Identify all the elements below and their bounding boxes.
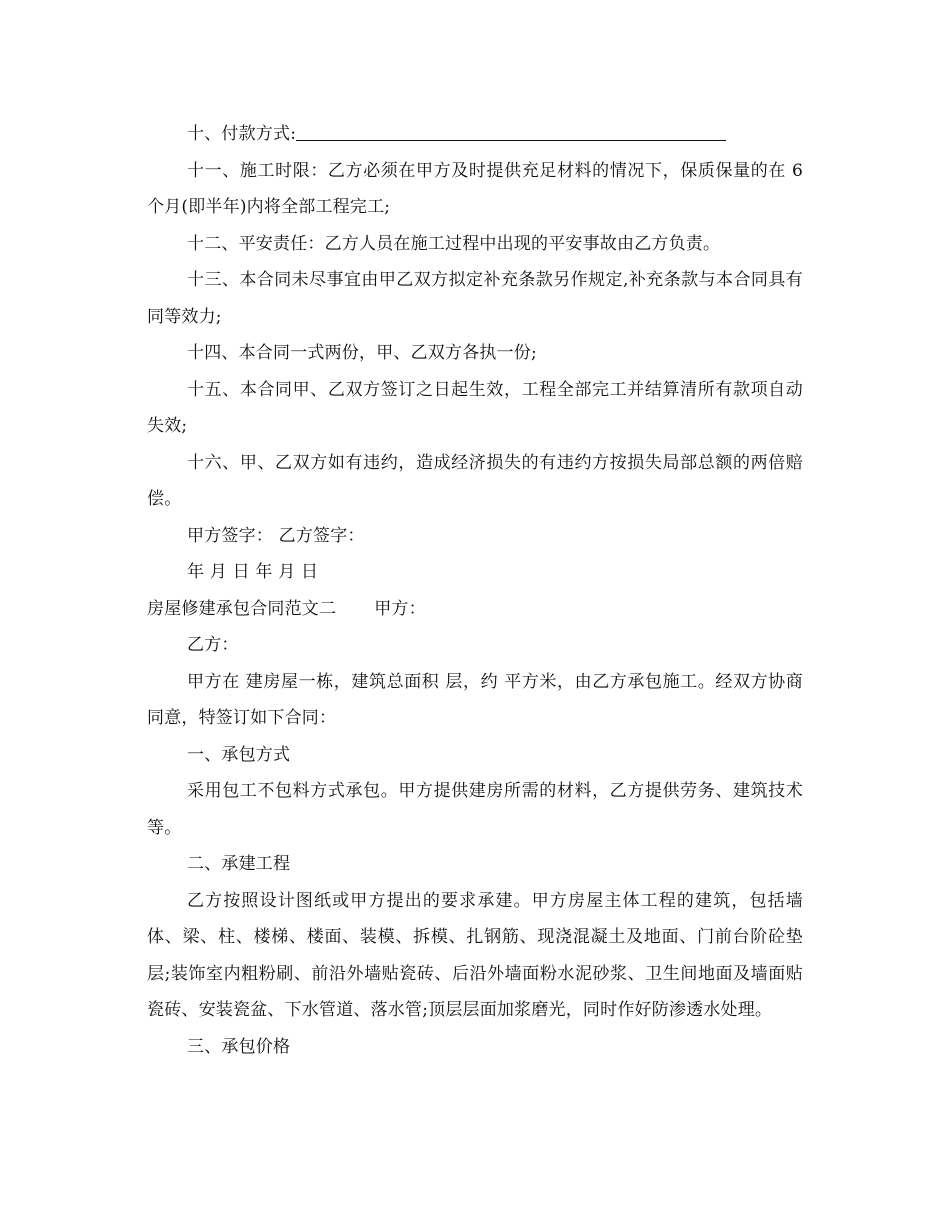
party-b-label: 乙方：: [187, 635, 239, 655]
clause-safety: 十二、平安责任：乙方人员在施工过程中出现的平安事故由乙方负责。: [187, 233, 721, 254]
clause-supplement: 十三、本合同未尽事宜由甲乙双方拟定补充条款另作规定,补充条款与本合同具有同等效力;: [147, 270, 803, 327]
section-3-title: 三、承包价格: [187, 1036, 291, 1057]
section-1-title: 一、承包方式: [187, 744, 291, 765]
date-line: 年 月 日 年 月 日: [187, 562, 319, 582]
party-a-label: 甲方：: [374, 598, 426, 619]
clause-payment-label: 十、付款方式:: [187, 124, 297, 144]
clause-effective: 十五、本合同甲、乙双方签订之日起生效，工程全部完工并结算清所有款项自动失效;: [147, 379, 803, 436]
document-body: [147, 116, 803, 1065]
clause-breach: 十六、甲、乙双方如有违约，造成经济损失的有违约方按损失局部总额的两倍赔偿。: [147, 452, 803, 509]
clause-payment: [147, 116, 803, 153]
contract-intro: 甲方在 建房屋一栋，建筑总面积 层，约 平方米，由乙方承包施工。经双方协商同意，特签订如下合同：: [147, 671, 803, 728]
section-2-title: 二、承建工程: [187, 854, 291, 874]
section-1-text: 采用包工不包料方式承包。甲方提供建房所需的材料，乙方提供劳务、建筑技术等。: [147, 781, 803, 838]
signature-line: 甲方签字： 乙方签字：: [187, 525, 365, 546]
second-contract-heading: [147, 591, 803, 628]
payment-blank-line: [296, 118, 726, 141]
clause-construction-period: 十一、施工时限：乙方必须在甲方及时提供充足材料的情况下，保质保量的在 6 个月(即半年)内将全部工程完工;: [147, 160, 803, 217]
clause-copies: 十四、本合同一式两份，甲、乙双方各执一份;: [187, 343, 537, 363]
second-contract-title: 房屋修建承包合同范文二: [147, 598, 337, 619]
section-2-text: 乙方按照设计图纸或甲方提出的要求承建。甲方房屋主体工程的建筑，包括墙体、梁、柱、楼梯、楼面、装模、拆模、扎钢筋、现浇混凝土及地面、门前台阶砼垫层;装饰室内粗粉刷、前沿外墙贴瓷砖、后沿外墙面粉水泥砂浆、卫生间地面及墙面贴瓷砖、安装瓷盆、下水管道、落水管;顶层层面加浆磨光，同时作好防渗透水处理。: [147, 890, 803, 1020]
